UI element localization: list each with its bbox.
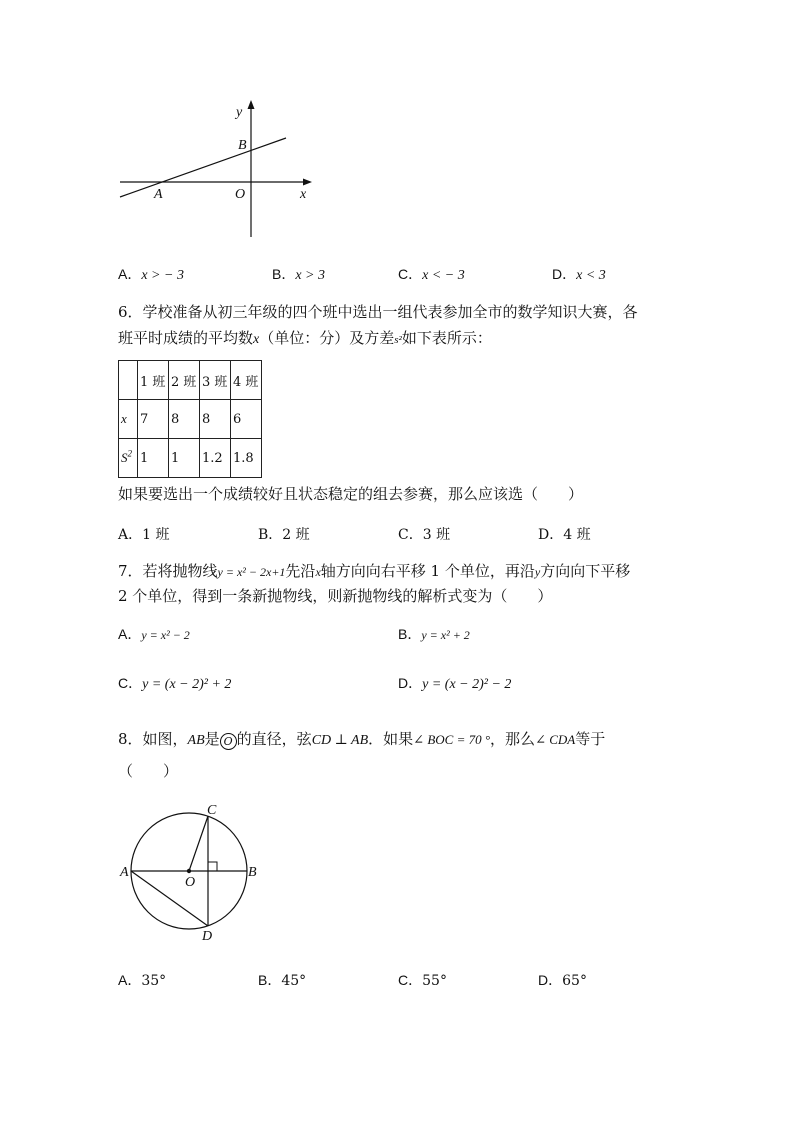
q6-question: 如果要选出一个成绩较好且状态稳定的组去参赛，那么应该选（ ） [118, 485, 584, 503]
q7-option-b[interactable]: B．y = x² + 2 [398, 626, 470, 642]
table-header: 2 班 [169, 361, 200, 400]
q5-option-a[interactable]: A．x > − 3 [118, 266, 184, 283]
label-B: B [238, 138, 247, 153]
table-cell: 7 [138, 400, 169, 439]
table-cell: 6 [231, 400, 262, 439]
q7-option-a[interactable]: A．y = x² − 2 [118, 626, 190, 642]
table-row-label: x [119, 400, 138, 439]
table-cell: 1.2 [200, 439, 231, 478]
label-A: A [120, 865, 129, 880]
label-A: A [154, 187, 163, 202]
label-x: x [300, 187, 307, 202]
q5-option-c[interactable]: C．x < − 3 [398, 266, 465, 283]
table-cell: 8 [169, 400, 200, 439]
q7-line2: 2 个单位，得到一条新抛物线，则新抛物线的解析式变为（ ） [118, 587, 553, 605]
q8-option-a[interactable]: A．35° [118, 972, 167, 989]
table-header: 1 班 [138, 361, 169, 400]
table-header: 4 班 [231, 361, 262, 400]
center-dot [187, 869, 191, 873]
table-cell: 8 [200, 400, 231, 439]
q7-option-c[interactable]: C．y = (x − 2)² + 2 [118, 675, 232, 692]
table-header: 3 班 [200, 361, 231, 400]
q8-line1: 8．如图，AB是 O 的直径，弦CD ⊥ AB．如果∠ BOC = 70 °，那么∠ CDA等于 [118, 730, 606, 748]
q5-option-d[interactable]: D．x < 3 [552, 266, 606, 283]
segment-oc [189, 816, 208, 871]
q6-option-a[interactable]: A．1 班 [118, 527, 170, 543]
label-D: D [202, 929, 213, 944]
label-C: C [207, 803, 217, 818]
q8-option-c[interactable]: C．55° [398, 972, 447, 989]
q5-option-b[interactable]: B．x > 3 [272, 266, 326, 283]
label-y: y [236, 105, 243, 120]
q7-option-d[interactable]: D．y = (x − 2)² − 2 [398, 675, 512, 692]
label-B: B [248, 865, 257, 880]
q6-option-c[interactable]: C．3 班 [398, 527, 451, 543]
circle-o-symbol: O [220, 733, 237, 750]
q8-line2: （ ） [118, 762, 179, 780]
q6-option-d[interactable]: D．4 班 [538, 527, 591, 543]
q6-line1: 6．学校准备从初三年级的四个班中选出一组代表参加全市的数学知识大赛，各 [118, 303, 638, 321]
q6-option-b[interactable]: B．2 班 [258, 527, 310, 543]
q6-line2: 班平时成绩的平均数x（单位：分）及方差s²如下表所示： [118, 329, 492, 347]
segment-ad [131, 871, 208, 926]
table-row-label: $S^2$ [119, 439, 138, 478]
right-angle-mark [208, 862, 217, 871]
q8-option-d[interactable]: D．65° [538, 972, 587, 989]
table-cell: 1 [138, 439, 169, 478]
label-O: O [235, 187, 246, 202]
table-cell: 1.8 [231, 439, 262, 478]
q8-option-b[interactable]: B．45° [258, 972, 307, 989]
table-cell: 1 [169, 439, 200, 478]
q7-line1: 7．若将抛物线y = x² − 2x+1先沿x轴方向向右平移 1 个单位，再沿y方向向下平移 [118, 562, 631, 580]
label-O: O [185, 875, 196, 890]
